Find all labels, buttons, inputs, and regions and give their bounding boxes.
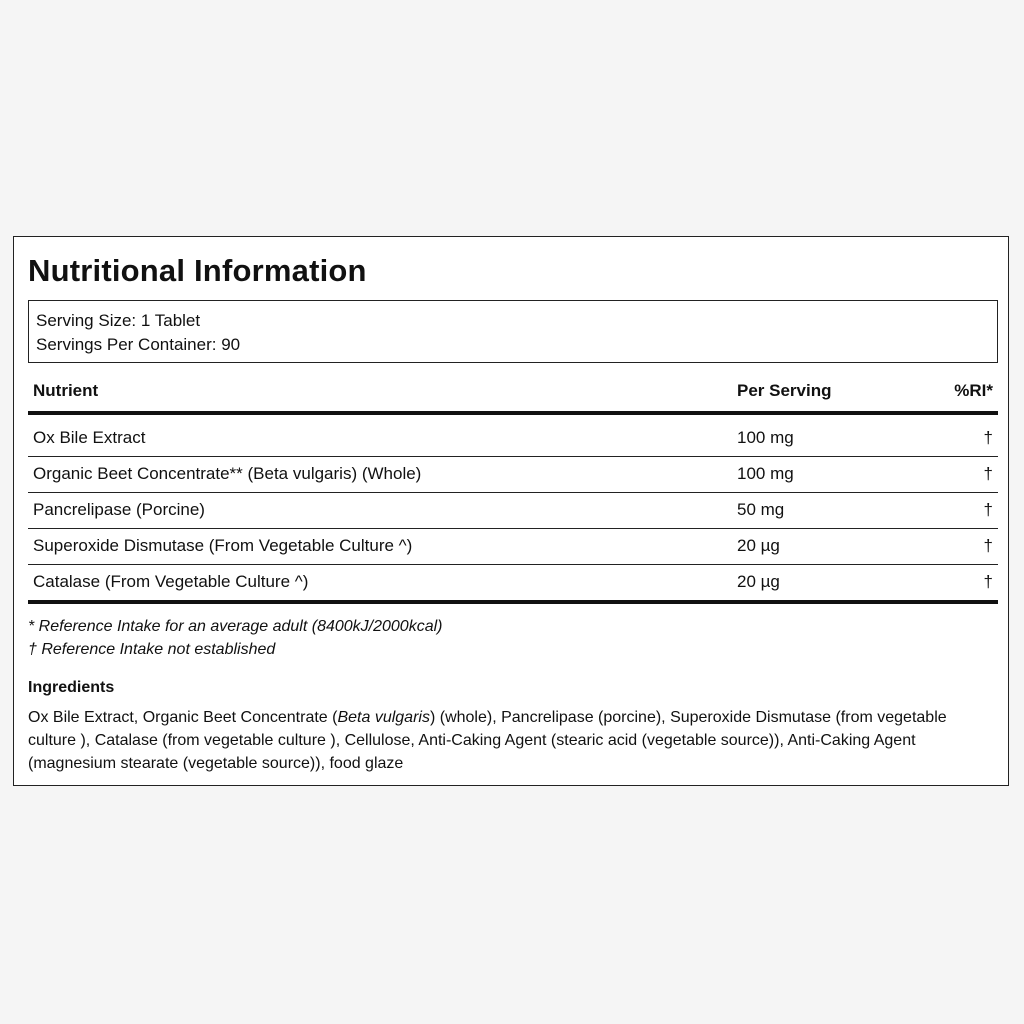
header-per-serving: Per Serving: [737, 381, 832, 400]
nutrient-table: [28, 375, 998, 604]
servings-per-container: Servings Per Container: 90: [36, 335, 241, 354]
header-ri: %RI*: [954, 381, 993, 400]
per-serving-value: 50 mg: [737, 500, 785, 519]
ri-value: †: [983, 464, 993, 483]
ingredients-heading: Ingredients: [28, 679, 115, 696]
footnote-not-established: † Reference Intake not established: [28, 641, 276, 658]
ri-value: †: [983, 536, 993, 555]
ri-value: †: [983, 428, 993, 447]
ri-value: †: [983, 572, 993, 591]
ingredients-text: [28, 706, 983, 775]
per-serving-value: 20 µg: [737, 572, 780, 591]
ingredients-text-part1: Ox Bile Extract, Organic Beet Concentrate (: [28, 709, 338, 726]
table-row: [28, 529, 998, 565]
nutrient-name: Ox Bile Extract: [33, 428, 146, 447]
ingredients-text-part2: ) (whole), Pancrelipase (porcine), Superoxide Dismutase (from vegetable culture ), Catalase (from vegetable culture ), Cellulose, Anti-Caking Agent (stearic acid (vegetable source)), Anti-Caking Agent (magnesium stearate (vegetable source)), food glaze: [28, 709, 947, 772]
table-body: [28, 421, 998, 604]
per-serving-value: 20 µg: [737, 536, 780, 555]
per-serving-value: 100 mg: [737, 428, 794, 447]
table-row: [28, 457, 998, 493]
ri-value: †: [983, 500, 993, 519]
table-row: [28, 421, 998, 457]
header-nutrient: Nutrient: [33, 381, 99, 400]
nutrient-name: Superoxide Dismutase (From Vegetable Culture ^): [33, 536, 413, 555]
nutrient-name: Catalase (From Vegetable Culture ^): [33, 572, 309, 591]
nutrient-name: Pancrelipase (Porcine): [33, 500, 205, 519]
table-row: [28, 493, 998, 529]
per-serving-value: 100 mg: [737, 464, 794, 483]
serving-info-box: [28, 300, 998, 363]
footnote-ri: * Reference Intake for an average adult (8400kJ/2000kcal): [28, 618, 443, 635]
footnotes: [28, 615, 442, 661]
table-row: [28, 565, 998, 604]
ingredients-text-italic: Beta vulgaris: [337, 709, 430, 726]
nutrient-name: Organic Beet Concentrate** (Beta vulgaris) (Whole): [33, 464, 422, 483]
nutrition-panel: [13, 236, 1009, 786]
table-header: [28, 375, 998, 415]
page-title: Nutritional Information: [28, 253, 367, 288]
serving-size: Serving Size: 1 Tablet: [36, 311, 201, 330]
